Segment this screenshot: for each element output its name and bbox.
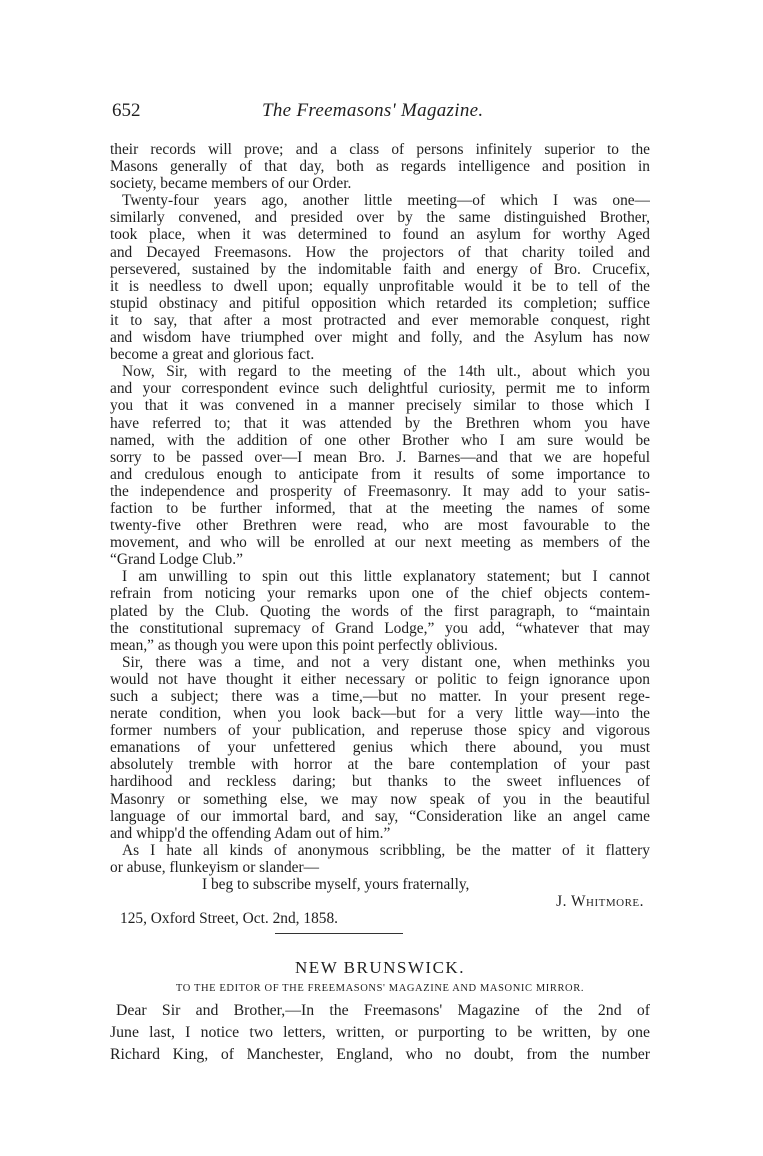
text-line: Masons generally of that day, both as regards intelligence and position in (110, 158, 650, 176)
text-line: and whipp'd the offending Adam out of him.” (110, 824, 391, 842)
text-line: the independence and prosperity of Freemasonry. It may add to your satis- (110, 482, 650, 500)
text-line: named, with the addition of one other Brother who I am sure would be (110, 431, 650, 449)
text-line: June last, I notice two letters, written, or purporting to be written, by one (110, 1024, 650, 1041)
text-line: persevered, sustained by the indomitable faith and energy of Bro. Crucefix, (110, 260, 650, 278)
text-line: similarly convened, and presided over by the same distinguished Brother, (110, 209, 650, 227)
closing-text: I beg to subscribe myself, yours fraternally, (202, 876, 470, 894)
text-line: movement, and who will be enrolled at our next meeting as members of the (110, 534, 650, 552)
text-line: nerate condition, when you look back—but for a very little way—into the (110, 705, 650, 723)
page-header (112, 100, 652, 128)
text-line: have referred to; that it was attended by the Brethren whom you have (110, 414, 650, 432)
text-line: I am unwilling to spin out this little explanatory statement; but I cannot (122, 568, 650, 586)
section-title: NEW BRUNSWICK. (295, 958, 465, 977)
text-line: faction to be further informed, that at the meeting the names of some (110, 499, 650, 517)
text-line: Twenty-four years ago, another little meeting—of which I was one— (122, 192, 650, 210)
closing-line (110, 876, 650, 893)
text-line: become a great and glorious fact. (110, 346, 315, 364)
text-line: Masonry or something else, we may now speak of you in the beautiful (110, 790, 650, 808)
text-line: it to say, that after a most protracted and ever memorable conquest, right (110, 311, 650, 329)
text-line: you that it was convened in a manner precisely similar to those which I (110, 397, 650, 415)
sender-address: 125, Oxford Street, Oct. 2nd, 1858. (120, 910, 339, 928)
text-line: hardihood and reckless daring; but thanks to the sweet influences of (110, 773, 650, 791)
text-line: sorry to be passed over—I mean Bro. J. Barnes—and that we are hopeful (110, 448, 650, 466)
text-line: it is needless to dwell upon; equally unprofitable would it be to tell of the (110, 277, 650, 295)
text-line: language of our immortal bard, and say, “Consideration like an angel came (110, 807, 650, 825)
signature: J. Whitmore. (556, 893, 644, 911)
text-line: took place, when it was determined to found an asylum for worthy Aged (110, 226, 650, 244)
text-line: would not have thought it either necessary or politic to feign ignorance upon (110, 670, 650, 688)
running-title: The Freemasons' Magazine. (262, 100, 484, 121)
text-line: Now, Sir, with regard to the meeting of the 14th ult., about which you (122, 363, 650, 381)
letter-body (110, 141, 650, 927)
section-divider (275, 933, 403, 934)
text-line: such a subject; there was a time,—but no matter. In your present rege- (110, 688, 650, 705)
text-line: “Grand Lodge Club.” (110, 551, 243, 569)
text-line: absolutely tremble with horror at the bare contemplation of your past (110, 756, 650, 774)
text-line: emanations of your unfettered genius which there abound, you must (110, 739, 650, 757)
text-line: the constitutional supremacy of Grand Lodge,” you add, “whatever that may (110, 619, 650, 637)
text-line: and your correspondent evince such delightful curiosity, permit me to inform (110, 380, 650, 398)
text-line: or abuse, flunkeyism or slander— (110, 858, 320, 876)
text-line: former numbers of your publication, and reperuse those spicy and vigorous (110, 722, 650, 740)
text-line: plated by the Club. Quoting the words of the first paragraph, to “maintain (110, 602, 650, 620)
text-line: Dear Sir and Brother,—In the Freemasons' Magazine of the 2nd of (116, 1002, 650, 1019)
text-line: mean,” as though you were upon this point perfectly oblivious. (110, 636, 498, 654)
text-line: and wisdom have triumphed over might and folly, and the Asylum has now (110, 329, 650, 347)
text-line: Sir, there was a time, and not a very distant one, when methinks you (122, 653, 650, 671)
text-line: Richard King, of Manchester, England, who no doubt, from the number (110, 1046, 650, 1063)
section-body (110, 1000, 650, 1066)
text-line: stupid obstinacy and pitiful opposition which retarded its completion; suffice (110, 294, 650, 312)
text-line: their records will prove; and a class of persons infinitely superior to the (110, 141, 650, 158)
text-line: and credulous enough to anticipate from it results of some importance to (110, 465, 650, 483)
text-line: refrain from noticing your remarks upon one of the chief objects contem- (110, 585, 650, 603)
page-number: 652 (112, 100, 141, 121)
letter-addressee: TO THE EDITOR OF THE FREEMASONS' MAGAZINE AND MASONIC MIRROR. (175, 983, 585, 994)
text-line: twenty-five other Brethren were read, who are most favourable to the (110, 517, 650, 535)
text-line: As I hate all kinds of anonymous scribbling, be the matter of it flattery (122, 841, 650, 859)
text-line: society, became members of our Order. (110, 175, 352, 193)
text-line: and Decayed Freemasons. How the projectors of that charity toiled and (110, 243, 650, 261)
